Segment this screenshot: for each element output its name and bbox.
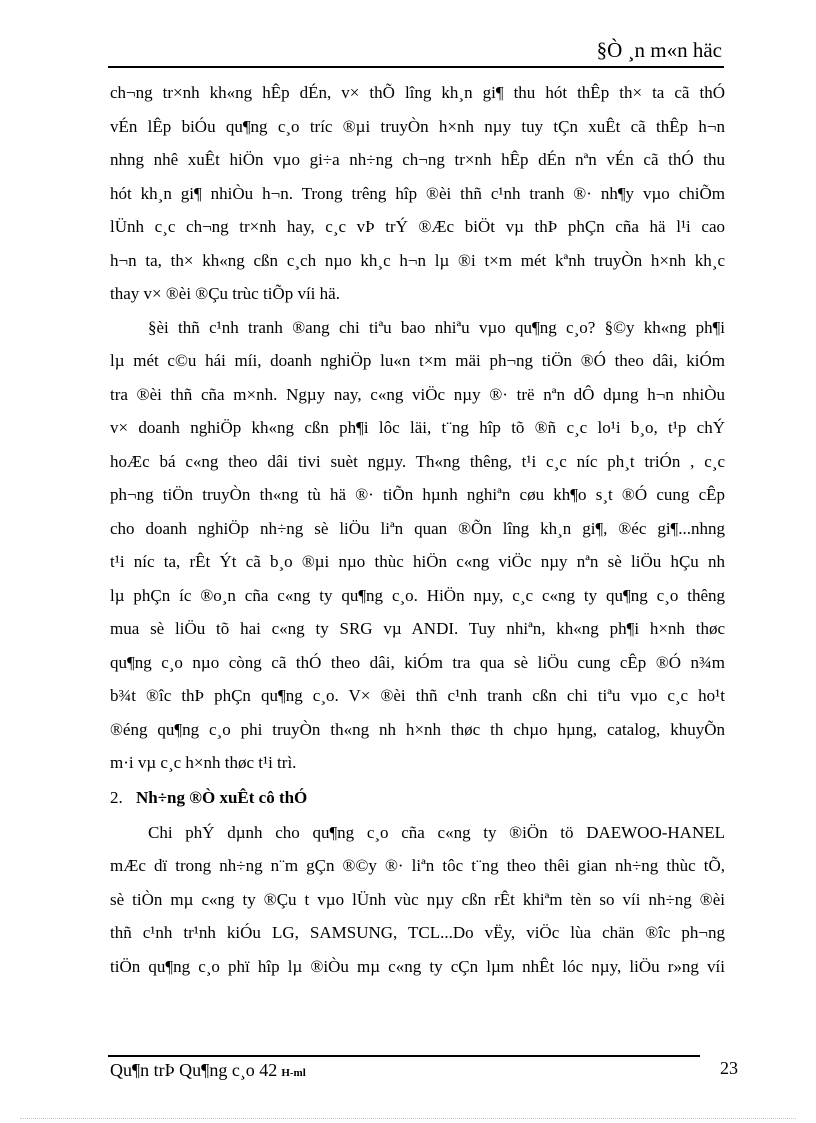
- text-line: thay v× ®èi ®Çu trùc tiÕp víi hä.: [110, 284, 340, 303]
- text-line: lµ phÇn íc ®o¸n cña c«ng ty qu¶ng c¸o. HiÖn nµy, c¸c c«ng ty qu¶ng c¸o thêng: [110, 585, 725, 605]
- section-number: 2.: [110, 787, 123, 807]
- text-line: §èi thñ c¹nh tranh ®ang chi tiªu bao nhiªu vµo qu¶ng c¸o? §©y kh«ng ph¶i: [148, 317, 725, 337]
- text-line: m·i vµ c¸c h×nh thøc t¹i trì.: [110, 753, 297, 772]
- text-line: ch¬ng tr×nh kh«ng hÊp dÉn, v× thÕ lîng kh¸n gi¶ thu hót thÊp th× ta cã thÓ: [110, 83, 725, 102]
- text-line: thñ c¹nh tr¹nh kiÓu LG, SAMSUNG, TCL...Do vËy, viÖc lùa chän ®îc ph¬ng: [110, 923, 725, 942]
- page-bottom-edge: [20, 1118, 796, 1119]
- text-line: hót kh¸n gi¶ nhiÒu h¬n. Trong trêng hîp ®èi thñ c¹nh tranh ®· nh¶y vµo chiÕm: [110, 183, 725, 203]
- header-divider: [108, 66, 724, 68]
- text-line: mua sè liÖu tõ hai c«ng ty SRG vµ ANDI. Tuy nhiªn, kh«ng ph¶i h×nh thøc: [110, 619, 725, 638]
- text-line: tiÖn qu¶ng c¸o phï hîp lµ ®iÒu mµ c«ng ty cÇn lµm nhÊt lóc nµy, liÖu r»ng víi: [110, 956, 725, 976]
- text-line: nhng nhê xuÊt hiÖn vµo gi÷a nh÷ng ch¬ng tr×nh hÊp dÉn nªn vÉn cã thÓ thu: [110, 150, 725, 169]
- text-line: hoÆc bá c«ng theo dâi tivi suèt ngµy. Th«ng thêng, t¹i c¸c níc ph¸t triÓn , c¸c: [110, 451, 725, 471]
- text-line: b¾t ®îc thÞ phÇn qu¶ng c¸o. V× ®èi thñ c¹nh tranh cßn chi tiªu vµo c¸c ho¹t: [110, 686, 725, 705]
- text-line: cho doanh nghiÖp nh÷ng sè liÖu liªn quan ®Õn lîng kh¸n gi¶, ®éc gi¶...nhng: [110, 518, 725, 538]
- text-line: mÆc dï trong nh÷ng n¨m gÇn ®©y ®· liªn tôc t¨ng theo thêi gian nh÷ng thùc tÕ,: [110, 856, 725, 875]
- text-line: v× doanh nghiÖp kh«ng cßn ph¶i lôc läi, t¨ng hîp tõ ®ñ c¸c lo¹i b¸o, t¹p chÝ: [110, 418, 725, 437]
- text-line: h¬n ta, th× kh«ng cßn c¸ch nµo kh¸c h¬n lµ ®i t×m mét kªnh truyÒn h×nh kh¸c: [110, 250, 725, 270]
- text-line: qu¶ng c¸o nµo còng cã thÓ theo dâi, kiÓm tra qua sè liÖu cung cÊp ®Ó n¾m: [110, 652, 725, 672]
- text-line: sè tiÒn mµ c«ng ty ®Çu t vµo lÜnh vùc nµy cßn rÊt khiªm tèn so víi nh÷ng ®èi: [110, 889, 725, 909]
- section-heading: [110, 780, 725, 816]
- text-line: Chi phÝ dµnh cho qu¶ng c¸o cña c«ng ty ®iÖn tö DAEWOO-HANEL: [148, 822, 725, 842]
- page-number: 23: [720, 1058, 738, 1078]
- footer-divider: [108, 1055, 700, 1057]
- text-line: vÉn lÊp biÓu qu¶ng c¸o tríc ®µi truyÒn h×nh nµy tuy tÇn xuÊt cã thÊp h¬n: [110, 116, 725, 136]
- text-line: lÜnh c¸c ch¬ng tr×nh hay, c¸c vÞ trÝ ®Æc biÖt vµ thÞ phÇn cña hä l¹i cao: [110, 217, 725, 236]
- section-title: Nh÷ng ®Ò xuÊt cô thÓ: [136, 787, 308, 807]
- footer-title: Qu¶n trÞ Qu¶ng c¸o 42: [110, 1060, 278, 1080]
- text-line: lµ mét c©u hái míi, doanh nghiÖp lu«n t×m mäi ph¬ng tiÖn ®Ó theo dâi, kiÓm: [110, 351, 725, 370]
- text-line: t¹i níc ta, rÊt Ýt cã b¸o ®µi nµo thùc hiÖn c«ng viÖc nµy nªn sè liÖu hÇu nh: [110, 552, 725, 571]
- body-text: [110, 76, 725, 983]
- running-header-title: §Ò ¸n m«n häc: [596, 38, 722, 62]
- running-footer: [110, 1060, 306, 1081]
- text-line: tra ®èi thñ cña m×nh. Ngµy nay, c«ng viÖc nµy ®· trë nªn dÔ dµng h¬n nhiÒu: [110, 384, 725, 404]
- footer-suffix: H-ml: [281, 1067, 306, 1079]
- text-line: ®éng qu¶ng c¸o phi truyÒn th«ng nh h×nh thøc th chµo hµng, catalog, khuyÕn: [110, 719, 725, 739]
- text-line: ph¬ng tiÖn truyÒn th«ng tù hä ®· tiÕn hµnh nghiªn cøu kh¶o s¸t ®Ó cung cÊp: [110, 485, 725, 504]
